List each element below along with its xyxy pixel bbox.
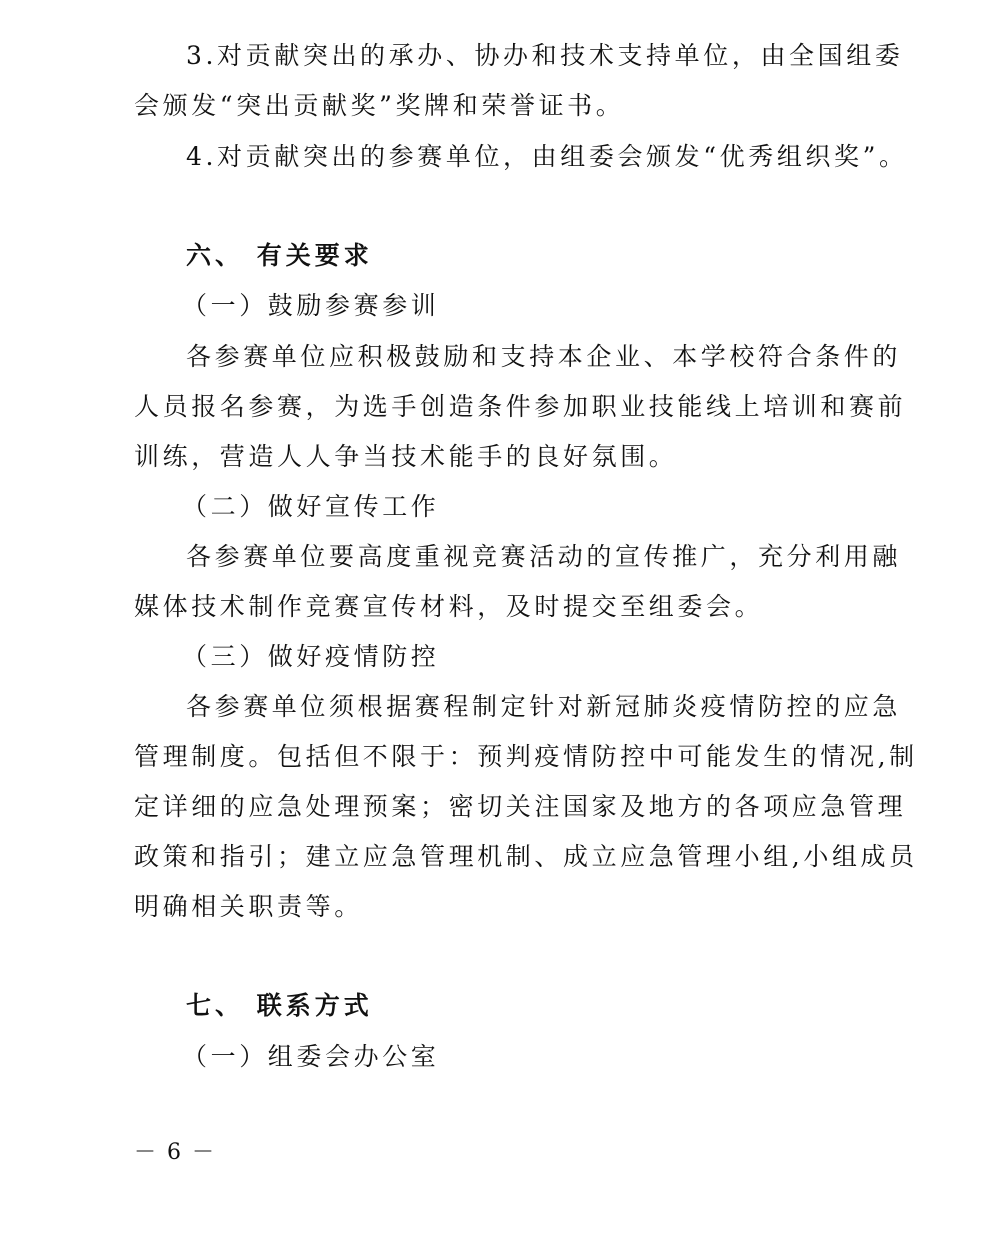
subsection-6-3-title: （三）做好疫情防控 bbox=[182, 642, 440, 671]
paragraph-6-2-line-1: 各参赛单位要高度重视竞赛活动的宣传推广，充分利用融 bbox=[186, 542, 902, 571]
paragraph-6-1-line-3: 训练，营造人人争当技术能手的良好氛围。 bbox=[134, 442, 678, 471]
paragraph-6-3-line-1: 各参赛单位须根据赛程制定针对新冠肺炎疫情防控的应急 bbox=[186, 692, 902, 721]
subsection-6-2-title: （二）做好宣传工作 bbox=[182, 492, 440, 521]
section-7-heading: 七、 联系方式 bbox=[186, 991, 373, 1020]
subsection-6-1-title: （一）鼓励参赛参训 bbox=[182, 291, 440, 320]
award-item-3-line-1: 3.对贡献突出的承办、协办和技术支持单位，由全国组委 bbox=[186, 41, 904, 70]
subsection-7-1-title: （一）组委会办公室 bbox=[182, 1042, 440, 1071]
award-item-3-line-2: 会颁发“突出贡献奖”奖牌和荣誉证书。 bbox=[134, 91, 625, 120]
paragraph-6-3-line-3: 定详细的应急处理预案；密切关注国家及地方的各项应急管理 bbox=[134, 792, 907, 821]
award-item-4: 4.对贡献突出的参赛单位，由组委会颁发“优秀组织奖”。 bbox=[186, 142, 908, 171]
paragraph-6-3-line-2: 管理制度。包括但不限于：预判疫情防控中可能发生的情况,制 bbox=[134, 742, 918, 771]
paragraph-6-3-line-5: 明确相关职责等。 bbox=[134, 892, 363, 921]
section-6-heading: 六、 有关要求 bbox=[186, 241, 373, 270]
paragraph-6-2-line-2: 媒体技术制作竞赛宣传材料，及时提交至组委会。 bbox=[134, 592, 764, 621]
paragraph-6-1-line-2: 人员报名参赛，为选手创造条件参加职业技能线上培训和赛前 bbox=[134, 392, 907, 421]
paragraph-6-1-line-1: 各参赛单位应积极鼓励和支持本企业、本学校符合条件的 bbox=[186, 342, 902, 371]
paragraph-6-3-line-4: 政策和指引；建立应急管理机制、成立应急管理小组,小组成员 bbox=[134, 842, 918, 871]
page-number: － 6 － bbox=[134, 1140, 216, 1165]
